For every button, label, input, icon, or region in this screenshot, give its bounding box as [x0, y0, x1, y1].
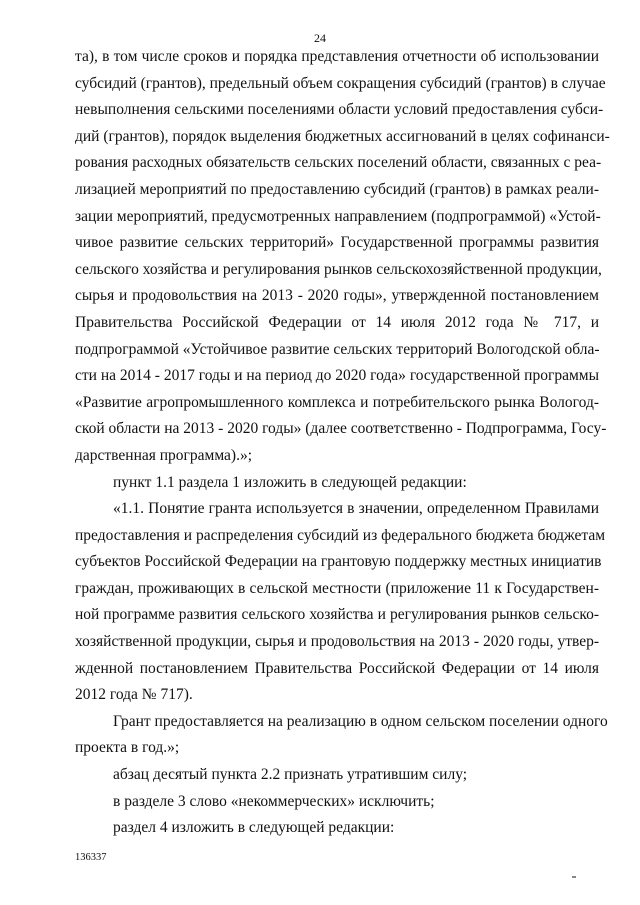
- paragraph: [75, 709, 608, 762]
- paragraph-line: рования расходных обязательств сельских поселений области, связанных с реа-: [75, 154, 602, 172]
- paragraph-line: пункт 1.1 раздела 1 изложить в следующей редакции:: [113, 473, 467, 491]
- paragraph: [75, 815, 599, 842]
- paragraph-line: Грант предоставляется на реализацию в одном сельском поселении одного: [113, 712, 608, 730]
- paragraph-line: лизацией мероприятий по предоставлению субсидий (грантов) в рамках реали-: [75, 180, 599, 198]
- paragraph-line: ской области на 2013 - 2020 годы» (далее соответственно - Подпрограмма, Госу-: [75, 420, 607, 438]
- paragraph-line: предоставления и распределения субсидий из федерального бюджета бюджетам: [75, 526, 606, 544]
- paragraph-line: хозяйственной продукции, сырья и продовольствия на 2013 - 2020 годы, утвер-: [75, 633, 599, 651]
- paragraph-line: подпрограммой «Устойчивое развитие сельских территорий Вологодской обла-: [75, 340, 600, 358]
- paragraph-line: абзац десятый пункта 2.2 признать утратившим силу;: [113, 766, 468, 784]
- scan-mark: [572, 876, 576, 878]
- paragraph-line: сырья и продовольствия на 2013 - 2020 годы», утвержденной постановлением: [75, 287, 599, 305]
- paragraph-line: сельского хозяйства и регулирования рынков сельскохозяйственной продукции,: [75, 260, 602, 278]
- paragraph: [75, 762, 599, 789]
- paragraph-line: «1.1. Понятие гранта используется в значении, определенном Правилами: [113, 500, 599, 518]
- paragraph-line: субъектов Российской Федерации на грантовую поддержку местных инициатив: [75, 553, 602, 571]
- paragraph-line: граждан, проживающих в сельской местности (приложение 11 к Государствен-: [75, 579, 599, 597]
- document-body: [75, 44, 610, 842]
- paragraph-line: 2012 года № 717).: [75, 686, 193, 704]
- paragraph: [75, 496, 606, 709]
- paragraph-line: проекта в год.»;: [75, 739, 180, 757]
- paragraph-line: сти на 2014 - 2017 годы и на период до 2020 года» государственной программы: [75, 367, 599, 385]
- paragraph: [75, 789, 599, 816]
- paragraph-line: та), в том числе сроков и порядка представления отчетности об использовании: [75, 48, 599, 65]
- paragraph-line: «Развитие агропромышленного комплекса и потребительского рынка Вологод-: [75, 393, 599, 411]
- paragraph-line: субсидий (грантов), предельный объем сокращения субсидий (грантов) в случае: [75, 74, 606, 92]
- paragraph-line: ной программе развития сельского хозяйства и регулирования рынков сельско-: [75, 606, 599, 624]
- paragraph-line: жденной постановлением Правительства Российской Федерации от 14 июля: [75, 659, 599, 677]
- paragraph: [75, 470, 599, 497]
- paragraph-line: в разделе 3 слово «некоммерческих» исключить;: [113, 792, 435, 810]
- paragraph-line: невыполнения сельскими поселениями области условий предоставления субси-: [75, 101, 604, 119]
- paragraph-line: зации мероприятий, предусмотренных направлением (подпрограммой) «Устой-: [75, 207, 601, 225]
- page-number: 24: [314, 31, 326, 45]
- paragraph-line: Правительства Российской Федерации от 14 июля 2012 года № 717, и: [75, 313, 599, 331]
- paragraph-line: дарственная программа).»;: [75, 446, 253, 464]
- paragraph-line: чивое развитие сельских территорий» Государственной программы развития: [75, 234, 599, 252]
- paragraph-line: дий (грантов), порядок выделения бюджетных ассигнований в целях софинанси-: [75, 127, 610, 145]
- document-code: 136337: [75, 852, 107, 863]
- paragraph-line: раздел 4 изложить в следующей редакции:: [113, 819, 395, 837]
- paragraph: [75, 44, 610, 470]
